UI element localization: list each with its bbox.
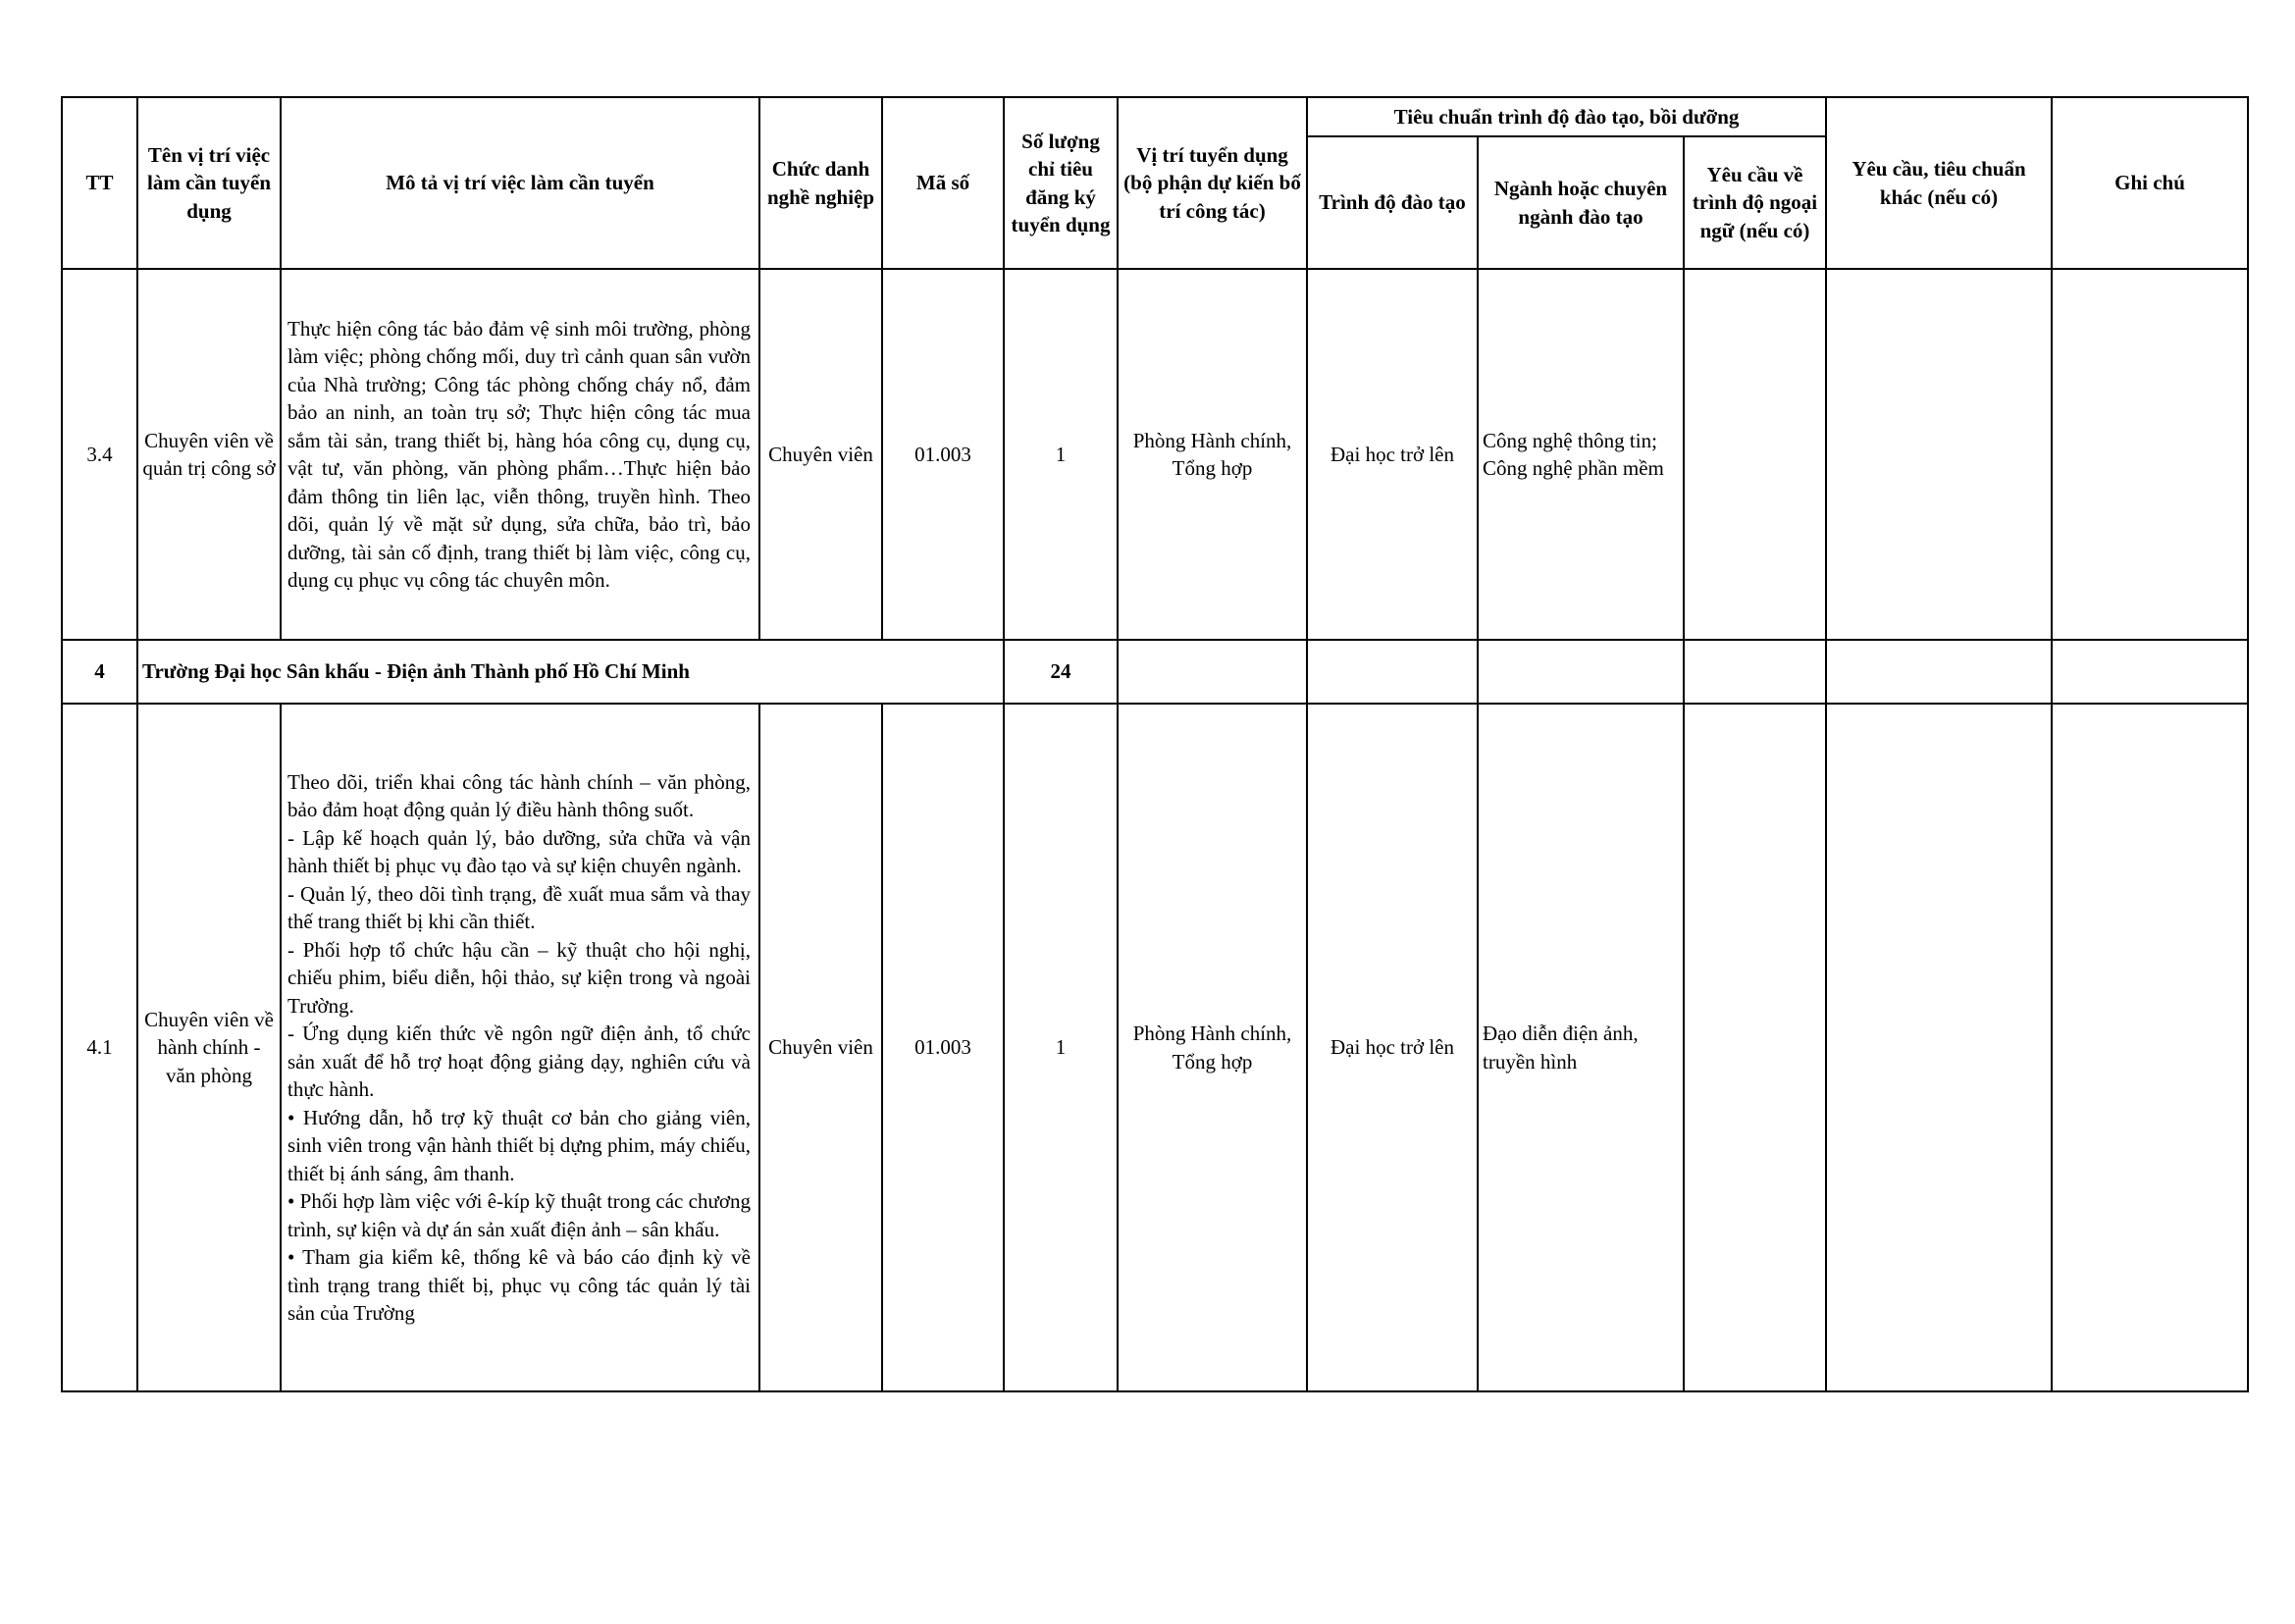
cell-department: Phòng Hành chính, Tổng hợp (1118, 704, 1307, 1391)
table-row (62, 269, 2248, 640)
description-line: • Hướng dẫn, hỗ trợ kỹ thuật cơ bản cho giảng viên, sinh viên trong vận hành thiết bị dựng phim, máy chiếu, thiết bị ánh sáng, âm thanh. (287, 1105, 751, 1185)
cell-language (1684, 704, 1826, 1391)
header-major: Ngành hoặc chuyên ngành đào tạo (1478, 136, 1684, 269)
document-page (61, 96, 2247, 1392)
cell-other (1826, 704, 2052, 1391)
header-other: Yêu cầu, tiêu chuẩn khác (nếu có) (1826, 97, 2052, 269)
cell-title: Chuyên viên (759, 704, 882, 1391)
cell-position-name: Chuyên viên về hành chính - văn phòng (137, 704, 281, 1391)
header-note: Ghi chú (2052, 97, 2248, 269)
cell-tt: 4 (62, 640, 137, 704)
header-education-level: Trình độ đào tạo (1307, 136, 1478, 269)
header-position-name: Tên vị trí việc làm cần tuyển dụng (137, 97, 281, 269)
recruitment-table (61, 96, 2249, 1392)
header-title: Chức danh nghề nghiệp (759, 97, 882, 269)
cell-code: 01.003 (882, 269, 1004, 640)
cell-note (2052, 269, 2248, 640)
description-line: - Quản lý, theo dõi tình trạng, đề xuất mua sắm và thay thế trang thiết bị khi cần thiết. (287, 881, 751, 933)
cell-empty (1684, 640, 1826, 704)
cell-empty (1307, 640, 1478, 704)
cell-empty (2052, 640, 2248, 704)
cell-department: Phòng Hành chính, Tổng hợp (1118, 269, 1307, 640)
description-line: • Phối hợp làm việc với ê-kíp kỹ thuật trong các chương trình, sự kiện và dự án sản xuất điện ảnh – sân khấu. (287, 1189, 751, 1241)
header-language: Yêu cầu về trình độ ngoại ngữ (nếu có) (1684, 136, 1826, 269)
cell-quota: 1 (1004, 704, 1118, 1391)
description-line: - Phối hợp tổ chức hậu cần – kỹ thuật cho hội nghị, chiếu phim, biểu diễn, hội thảo, sự kiện trong và ngoài Trường. (287, 937, 751, 1018)
cell-empty (1826, 640, 2052, 704)
cell-tt: 3.4 (62, 269, 137, 640)
cell-quota: 24 (1004, 640, 1118, 704)
cell-description (281, 704, 759, 1391)
cell-position-name: Chuyên viên về quản trị công sở (137, 269, 281, 640)
cell-description (281, 269, 759, 640)
cell-quota: 1 (1004, 269, 1118, 640)
description-line: - Ứng dụng kiến thức về ngôn ngữ điện ảnh, tổ chức sản xuất để hỗ trợ hoạt động giảng dạy, nghiên cứu và thực hành. (287, 1022, 751, 1101)
description-line: • Tham gia kiểm kê, thống kê và báo cáo định kỳ về tình trạng trang thiết bị, phục vụ công tác quản lý tài sản của Trường (287, 1245, 751, 1325)
cell-major: Đạo diễn điện ảnh, truyền hình (1478, 704, 1684, 1391)
table-row (62, 704, 2248, 1391)
cell-tt: 4.1 (62, 704, 137, 1391)
cell-title: Chuyên viên (759, 269, 882, 640)
cell-empty (1118, 640, 1307, 704)
description-line: - Lập kế hoạch quản lý, bảo dưỡng, sửa chữa và vận hành thiết bị phục vụ đào tạo và sự kiện chuyên ngành. (287, 825, 751, 877)
cell-education-level: Đại học trở lên (1307, 704, 1478, 1391)
cell-language (1684, 269, 1826, 640)
header-standards-group: Tiêu chuẩn trình độ đào tạo, bồi dưỡng (1307, 97, 1826, 136)
cell-other (1826, 269, 2052, 640)
description-text: Thực hiện công tác bảo đảm vệ sinh môi trường, phòng làm việc; phòng chống mối, duy trì cảnh quan sân vườn của Nhà trường; Công tác phòng chống cháy nổ, đảm bảo an ninh, an toàn trụ sở; Thực hiện công tác mua sắm tài sản, trang thiết bị, hàng hóa công cụ, dụng cụ, vật tư, văn phòng, văn phòng phẩm…Thực hiện bảo đảm thông tin liên lạc, viễn thông, truyền hình. Theo dõi, quản lý về mặt sử dụng, sửa chữa, bảo trì, bảo dưỡng, tài sản cố định, trang thiết bị làm việc, công cụ, dụng cụ phục vụ công tác chuyên môn. (287, 316, 751, 592)
header-description: Mô tả vị trí việc làm cần tuyển (281, 97, 759, 269)
header-code: Mã số (882, 97, 1004, 269)
header-tt: TT (62, 97, 137, 269)
cell-note (2052, 704, 2248, 1391)
table-header (62, 97, 2248, 269)
group-row (62, 640, 2248, 704)
cell-code: 01.003 (882, 704, 1004, 1391)
header-quota: Số lượng chỉ tiêu đăng ký tuyển dụng (1004, 97, 1118, 269)
header-department: Vị trí tuyển dụng (bộ phận dự kiến bố trí công tác) (1118, 97, 1307, 269)
description-line: Theo dõi, triển khai công tác hành chính – văn phòng, bảo đảm hoạt động quản lý điều hành thông suốt. (287, 769, 751, 821)
cell-group-name: Trường Đại học Sân khấu - Điện ảnh Thành phố Hồ Chí Minh (137, 640, 1004, 704)
cell-major: Công nghệ thông tin; Công nghệ phần mềm (1478, 269, 1684, 640)
cell-education-level: Đại học trở lên (1307, 269, 1478, 640)
cell-empty (1478, 640, 1684, 704)
